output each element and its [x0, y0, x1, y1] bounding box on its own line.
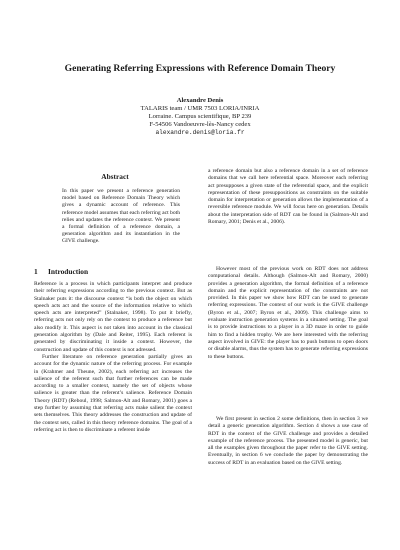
left-column-body: [34, 281, 192, 434]
right-column-paragraph-3: We first present in section 2 some definitions, then in section 3 we detail a generic generation algorithm. Section 4 shows a use case of RDT in the context of the GIVE challenge and provides a detailed example of the reference process. The presented model is generic, but all the examples given throughout the paper refer to the GIVE setting. Eventually, in section 6 we conclude the paper by demonstrating the success of RDT in an evaluation based on the GIVE setting.: [208, 416, 368, 466]
affiliation-line-3: F-54506 Vandoeuvre-lès-Nancy cedex: [149, 121, 251, 128]
abstract-text: In this paper we present a reference generation model based on Reference Domain Theory which gives a dynamic account of reference. This reference model assumes that each referring act both relies and updates the reference context. We present a formal definition of a reference domain, a generation algorithm and its instantiation in the GIVE challenge.: [62, 188, 180, 245]
section-number: 1: [34, 267, 38, 276]
right-column-paragraph-1: a reference domain but also a reference domain in a set of reference domains that we call here referential space. Moreover each referring act presupposes a given state of the referential space, and the explicit representation of these presuppositions as constraints on the suitable domain for interpretation or generation allows the implementation of a reversible reference module. We will focus here on generation. Details about the interpretation side of RDT can be found in (Salmon-Alt and Romary, 2001; Denis et al., 2006).: [208, 168, 368, 226]
intro-paragraph-2: Further literature on reference generation partially gives an account for the dynamic nature of the referring process. For example in (Krahmer and Theune, 2002), each referring act increases the salience of the referent such that further references can be made according to a smaller context, namely the set of objects whose salience is greater than the referent’s salience. Reference Domain Theory (RDT) (Reboul, 1998; Salmon-Alt and Romary, 2001) goes a step further by assuming that referring acts make salient the context sets themselves. This theory addresses the construction and update of the context sets, called in this theory reference domains. The goal of a referring act is then to discriminate a referent inside: [34, 353, 192, 433]
section-heading-introduction: [34, 267, 194, 276]
intro-paragraph-1: Reference is a process in which participants interpret and produce their referring expressions according to the previous context. But as Stalnaker puts it: the discourse context “is both the object on which speech acts act and the source of the information relative to which speech acts are interpreted” (Stalnaker, 1998). To put it briefly, referring acts not only rely on the context to produce a reference but also modify it. This aspect is not taken into account in the classical generation algorithm by (Dale and Reiter, 1995). Each referent is generated by discriminating it inside a context. However, the construction and update of this context is not adressed.: [34, 281, 192, 353]
author-name: Alexandre Denis: [176, 97, 224, 104]
affiliation-line-1: TALARIS team / UMR 7503 LORIA/INRIA: [140, 105, 260, 112]
affiliation-line-2: Lorraine. Campus scientifique, BP 239: [148, 113, 252, 120]
section-title: Introduction: [48, 267, 89, 276]
paper-title: Generating Referring Expressions with Reference Domain Theory: [64, 63, 336, 74]
abstract-heading: Abstract: [101, 172, 129, 181]
right-column-paragraph-2: However most of the previous work on RDT does not address computational details. Although (Salmon-Alt and Romary, 2000) provides a generation algorithm, the formal definition of a reference domain and the explicit representation of the constraints are not provided. In this paper we show how RDT can be used to generate referring expressions. The context of our work is the GIVE challenge (Byron et al., 2007; Byron et al., 2009). This challenge aims to evaluate instruction generation systems in a situated setting. The goal is to provide instructions to a player in a 3D maze in order to guide him to find a hidden trophy. We are here interested with the referring aspect involved in GIVE: the player has to push buttons to open doors or disable alarms, thus the system has to generate referring expressions to these buttons.: [208, 266, 368, 360]
author-block: [80, 97, 320, 137]
author-email: alexandre.denis@loria.fr: [155, 129, 245, 136]
